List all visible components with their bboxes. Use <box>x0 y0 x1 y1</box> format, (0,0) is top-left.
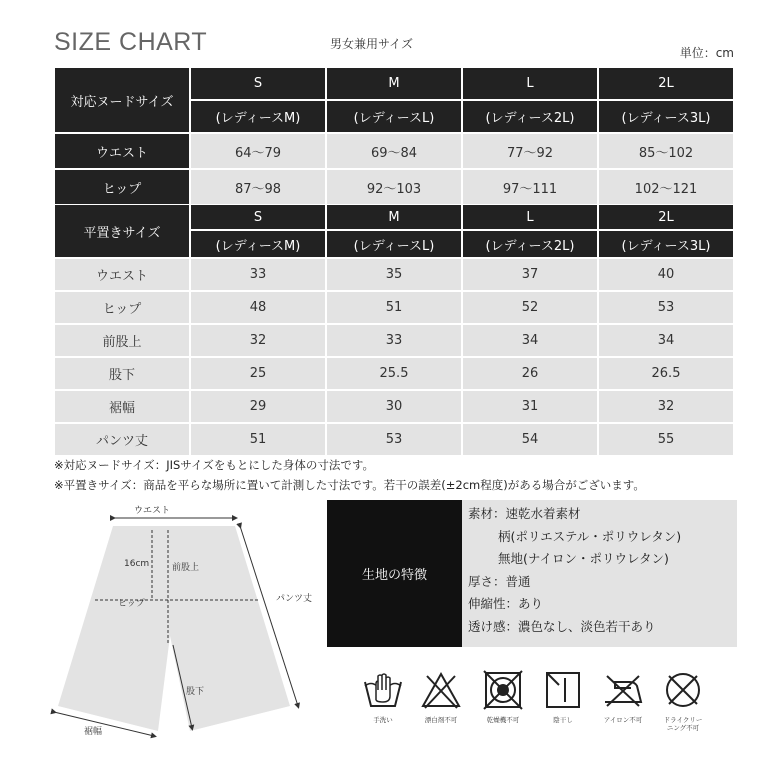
size-l-ladies: (レディース2L) <box>463 101 597 132</box>
flat-size-label: 平置きサイズ <box>55 205 189 257</box>
no-bleach-label: 漂白剤不可 <box>424 716 458 724</box>
care-item <box>406 670 476 724</box>
size-2l-header: 2L <box>599 205 733 229</box>
size-s-ladies: (レディースM) <box>191 101 325 132</box>
table-cell: 25 <box>191 358 325 389</box>
body-size-label: 対応ヌードサイズ <box>55 68 189 132</box>
table-cell: 69～84 <box>327 134 461 168</box>
no-iron-icon <box>601 670 645 710</box>
table-row <box>55 391 733 422</box>
care-icons <box>348 670 708 750</box>
row-label: ヒップ <box>55 170 189 204</box>
care-item <box>648 670 718 732</box>
feature-transparency: 透け感：濃色なし、淡色若干あり <box>468 618 656 634</box>
table-cell: 53 <box>599 292 733 323</box>
table-cell: 31 <box>463 391 597 422</box>
table-cell: 85～102 <box>599 134 733 168</box>
table-cell: 102～121 <box>599 170 733 204</box>
no-dry-clean-icon <box>661 670 705 710</box>
no-tumble-dry-label: 乾燥機不可 <box>486 716 520 724</box>
table-cell: 35 <box>327 259 461 290</box>
fabric-features-list <box>468 503 681 638</box>
table-cell: 34 <box>599 325 733 356</box>
row-label: ヒップ <box>55 292 189 323</box>
table-row <box>55 325 733 356</box>
size-m-ladies: (レディースL) <box>327 101 461 132</box>
table-cell: 87～98 <box>191 170 325 204</box>
row-label: パンツ丈 <box>55 424 189 455</box>
unit-label: 単位：cm <box>679 46 734 60</box>
table-cell: 33 <box>327 325 461 356</box>
length-label: パンツ丈 <box>276 594 313 604</box>
table-cell: 51 <box>327 292 461 323</box>
table-row <box>55 292 733 323</box>
note-nude-size: ※対応ヌードサイズ：JISサイズをもとにした身体の寸法です。 <box>54 458 374 472</box>
flat-size-table <box>53 203 735 457</box>
size-2l-ladies: (レディース3L) <box>599 231 733 257</box>
table-cell: 26.5 <box>599 358 733 389</box>
table-cell: 25.5 <box>327 358 461 389</box>
hand-wash-icon <box>361 670 405 710</box>
size-m-ladies: (レディースL) <box>327 231 461 257</box>
row-label: 裾幅 <box>55 391 189 422</box>
fabric-features <box>327 500 737 647</box>
shorts-shape <box>58 526 290 731</box>
size-s-header: S <box>191 205 325 229</box>
size-m-header: M <box>327 205 461 229</box>
table-cell: 97～111 <box>463 170 597 204</box>
drip-dry-icon <box>541 670 585 710</box>
size-l-ladies: (レディース2L) <box>463 231 597 257</box>
size-s-ladies: (レディースM) <box>191 231 325 257</box>
table-cell: 32 <box>599 391 733 422</box>
feature-thickness: 厚さ：普通 <box>468 573 531 589</box>
feature-material: 素材：速乾水着素材 <box>468 506 581 521</box>
no-iron-label: アイロン不可 <box>603 716 643 724</box>
feature-pattern: 柄(ポリエステル・ポリウレタン) <box>498 528 682 544</box>
table-cell: 77～92 <box>463 134 597 168</box>
table-cell: 55 <box>599 424 733 455</box>
front-rise-label: 前股上 <box>172 563 200 573</box>
table-row <box>55 259 733 290</box>
table-cell: 30 <box>327 391 461 422</box>
note-flat-size: ※平置きサイズ：商品を平らな場所に置いて計測した寸法です。若干の誤差(±2cm程度)がある場合がございます。 <box>54 478 645 492</box>
size-m-header: M <box>327 68 461 99</box>
row-label: ウエスト <box>55 134 189 168</box>
drip-dry-label: 陰干し <box>553 716 573 724</box>
rise-height-label: 16cm <box>124 559 150 569</box>
feature-stretch: 伸縮性：あり <box>468 596 544 611</box>
table-cell: 92～103 <box>327 170 461 204</box>
hip-label: ヒップ <box>118 599 145 609</box>
unisex-label: 男女兼用サイズ <box>330 37 414 51</box>
shorts-diagram <box>40 500 330 750</box>
row-label: ウエスト <box>55 259 189 290</box>
size-s-header: S <box>191 68 325 99</box>
table-cell: 37 <box>463 259 597 290</box>
row-label: 股下 <box>55 358 189 389</box>
notes <box>54 455 645 495</box>
table-cell: 34 <box>463 325 597 356</box>
table-row <box>55 134 733 168</box>
size-2l-ladies: (レディース3L) <box>599 101 733 132</box>
size-l-header: L <box>463 68 597 99</box>
hem-label: 裾幅 <box>84 727 103 737</box>
table-cell: 64～79 <box>191 134 325 168</box>
table-cell: 32 <box>191 325 325 356</box>
body-size-table <box>53 66 735 206</box>
size-l-header: L <box>463 205 597 229</box>
table-cell: 33 <box>191 259 325 290</box>
row-label: 前股上 <box>55 325 189 356</box>
waist-label: ウエスト <box>133 506 171 516</box>
table-cell: 51 <box>191 424 325 455</box>
table-cell: 54 <box>463 424 597 455</box>
table-cell: 53 <box>327 424 461 455</box>
table-row <box>55 170 733 204</box>
shorts-diagram-svg <box>40 500 330 750</box>
table-cell: 40 <box>599 259 733 290</box>
table-cell: 52 <box>463 292 597 323</box>
hand-wash-label: 手洗い <box>373 716 393 724</box>
no-bleach-icon <box>419 670 463 710</box>
no-tumble-dry-icon <box>481 670 525 710</box>
feature-solid: 無地(ナイロン・ポリウレタン) <box>498 551 669 566</box>
fabric-features-header: 生地の特徴 <box>327 500 462 647</box>
size-2l-header: 2L <box>599 68 733 99</box>
no-dry-clean-label: ドライクリー ニング不可 <box>663 716 703 732</box>
table-row <box>55 358 733 389</box>
inseam-label: 股下 <box>186 687 205 697</box>
table-cell: 48 <box>191 292 325 323</box>
table-cell: 26 <box>463 358 597 389</box>
page-title: SIZE CHART <box>54 28 208 56</box>
table-cell: 29 <box>191 391 325 422</box>
table-row <box>55 424 733 455</box>
